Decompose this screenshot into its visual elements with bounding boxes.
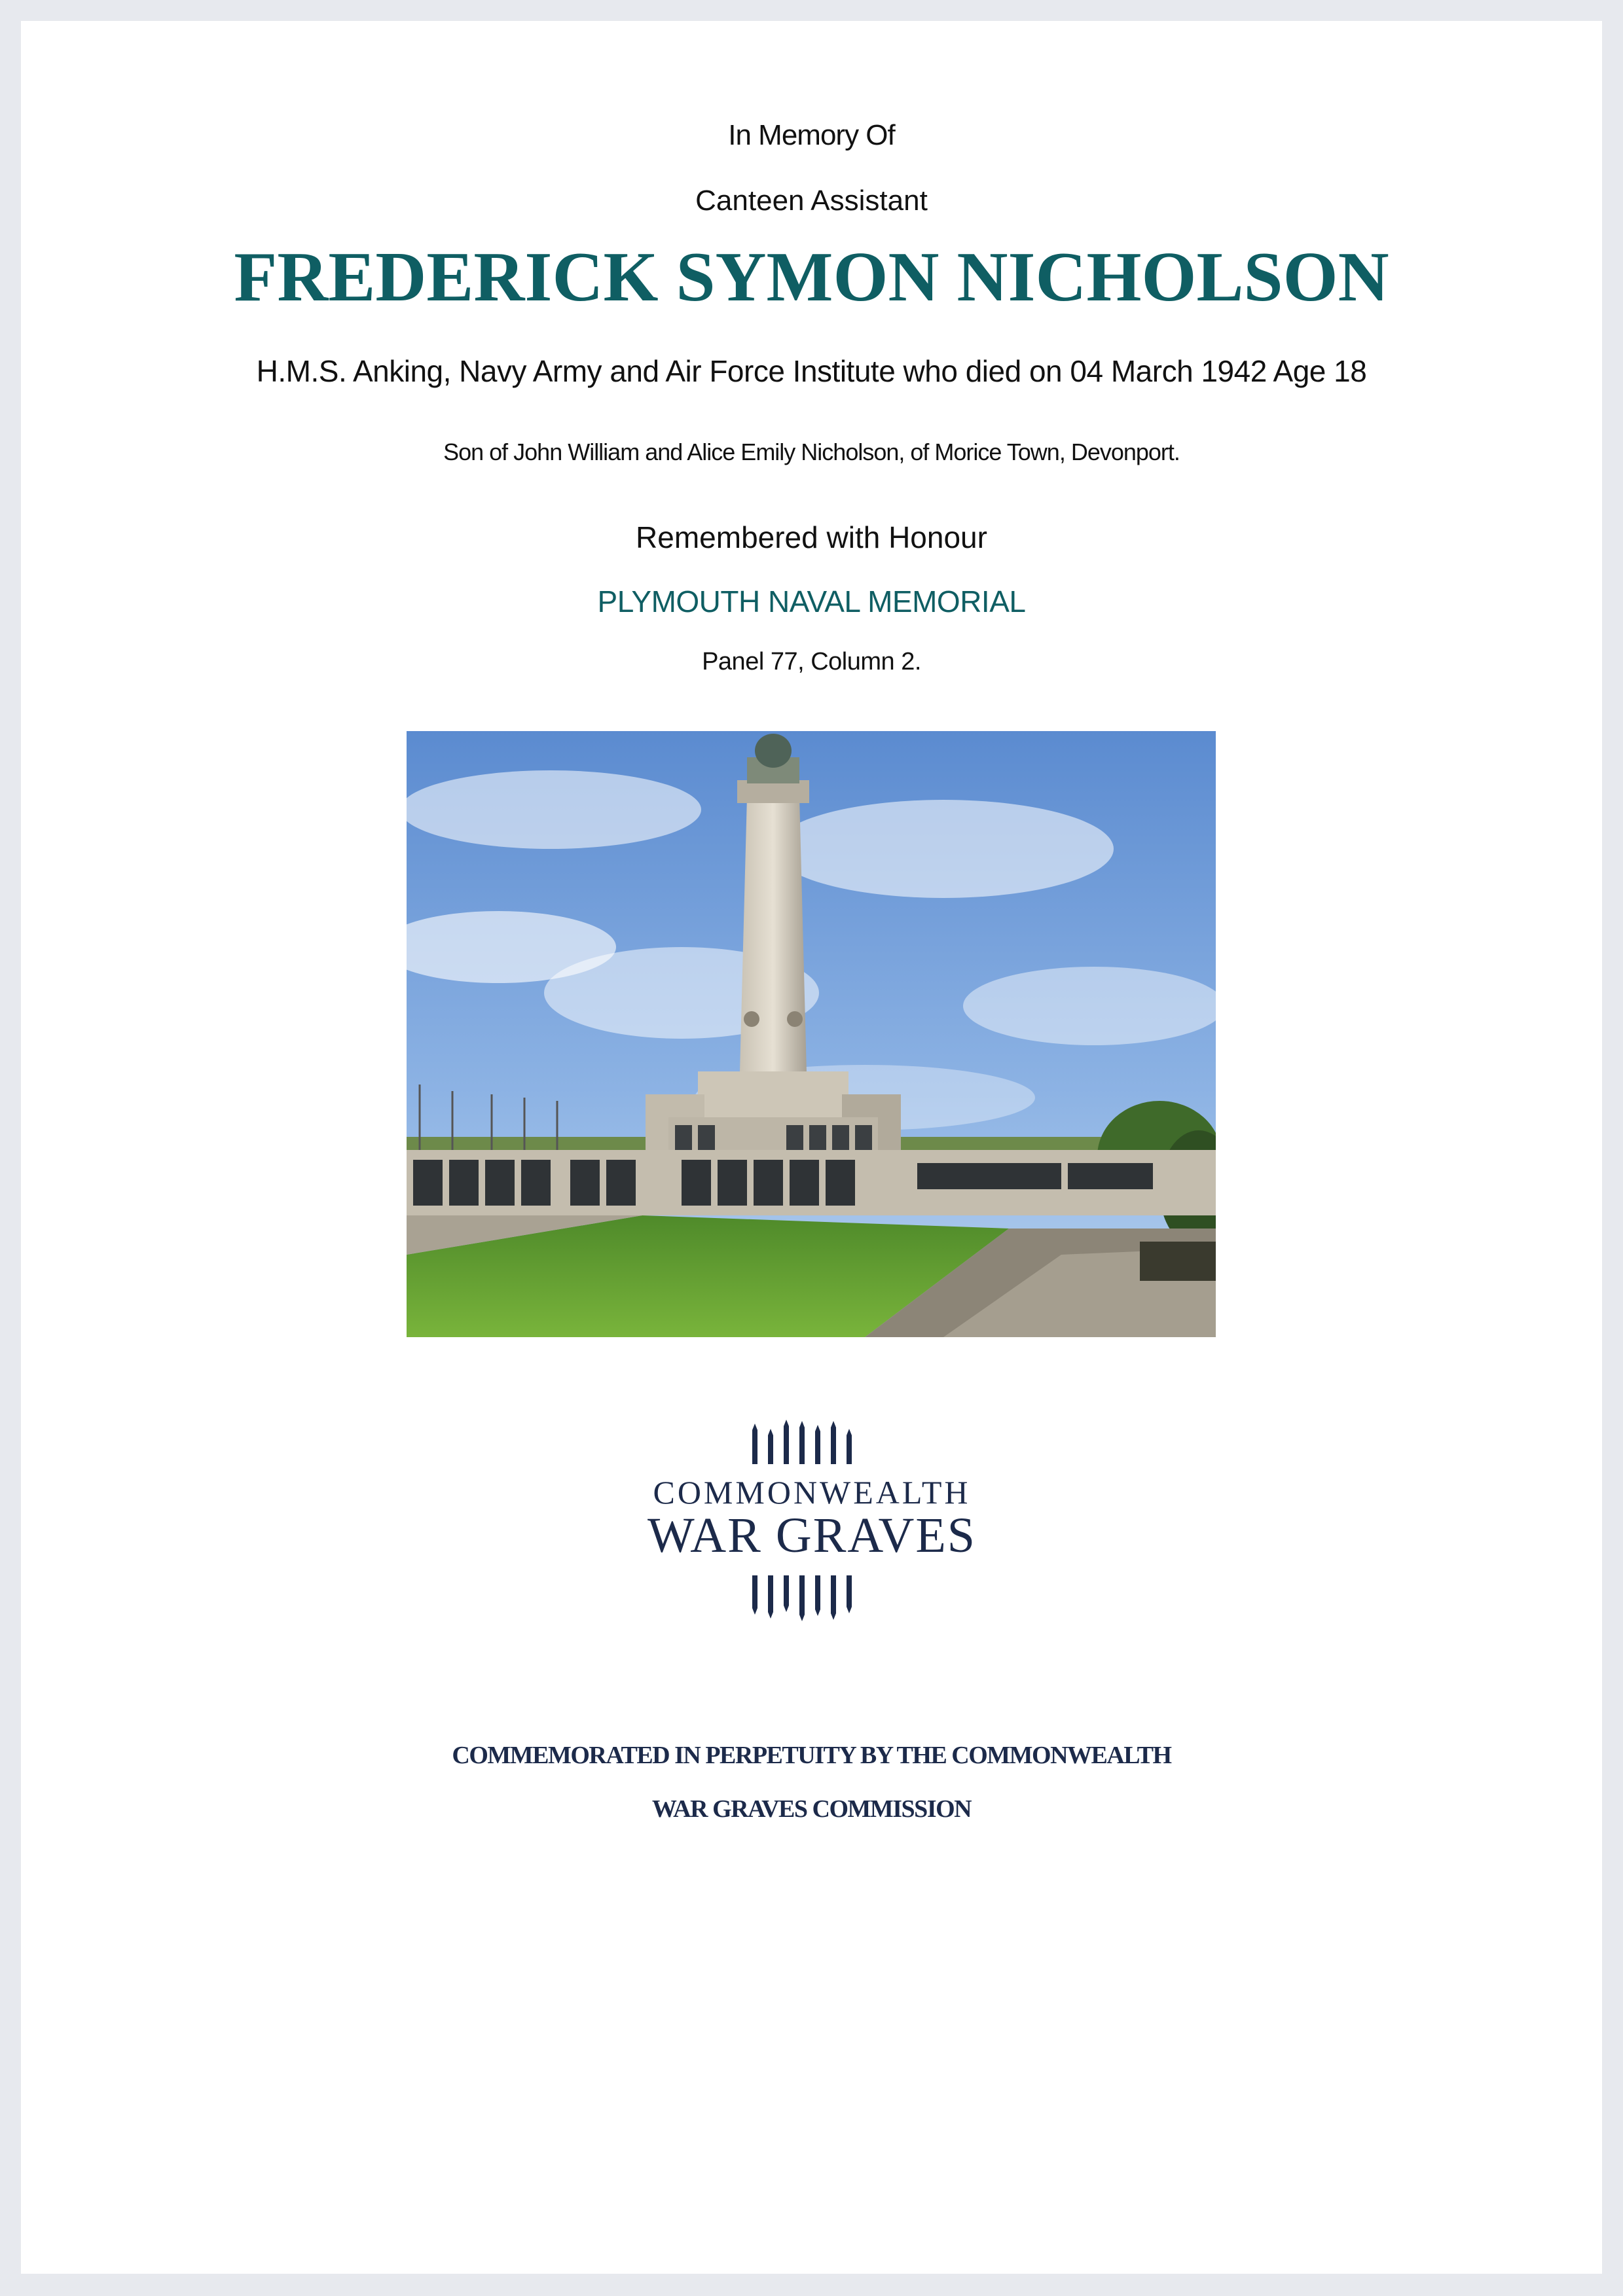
commemorated-line1: COMMEMORATED IN PERPETUITY BY THE COMMONWEALTH <box>452 1742 1171 1769</box>
memorial-name: PLYMOUTH NAVAL MEMORIAL <box>597 584 1026 619</box>
rank: Canteen Assistant <box>695 185 928 217</box>
logo-bottom-pillars-icon <box>752 1575 852 1621</box>
family-details: Son of John William and Alice Emily Nicholson, of Morice Town, Devonport. <box>443 439 1180 465</box>
logo-line2: WAR GRAVES <box>647 1508 977 1563</box>
memorial-photo <box>407 731 1216 1337</box>
cwgc-logo <box>620 1418 1004 1654</box>
logo-top-pillars-icon <box>752 1420 852 1464</box>
in-memory-of: In Memory Of <box>728 119 895 151</box>
casualty-name: FREDERICK SYMON NICHOLSON <box>234 238 1389 316</box>
logo-line1: COMMONWEALTH <box>653 1474 971 1511</box>
certificate-sheet <box>21 21 1602 2274</box>
service-details: H.M.S. Anking, Navy Army and Air Force Institute who died on 04 March 1942 Age 18 <box>256 354 1367 388</box>
panel-reference: Panel 77, Column 2. <box>702 648 921 675</box>
remembered-with-honour: Remembered with Honour <box>636 520 987 554</box>
commemorated-line2: WAR GRAVES COMMISSION <box>651 1795 972 1823</box>
